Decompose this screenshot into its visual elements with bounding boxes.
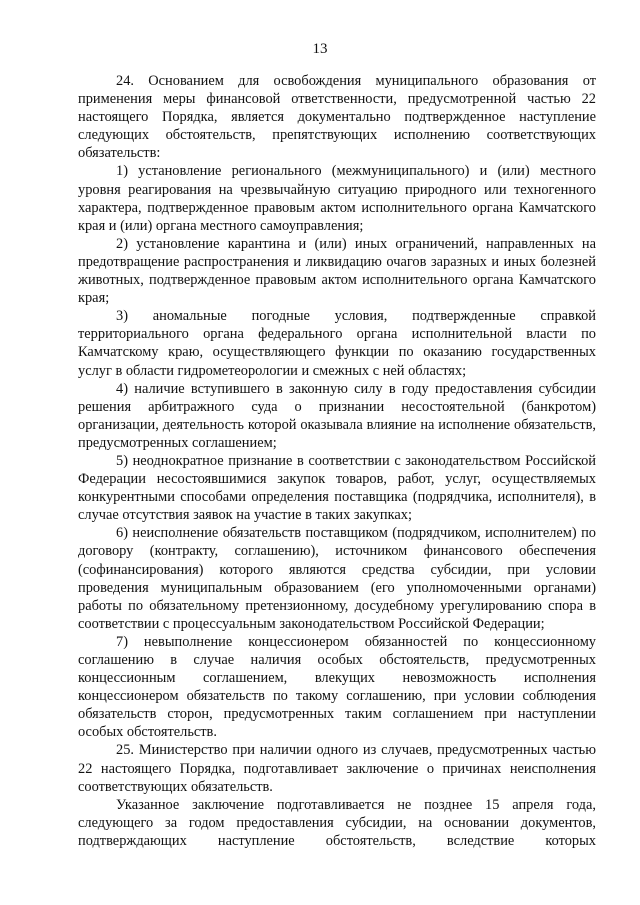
paragraph-24: 24. Основанием для освобождения муниципального образования от применения меры финансовой ответственности, предусмотренной частью 22 настоящего Порядка, является документально подтвержденное наступление следующих обстоятельств, препятствующих исполнению соответствующих обязательств:	[78, 73, 596, 162]
paragraph-conclusion: Указанное заключение подготавливается не позднее 15 апреля года, следующего за годом предоставления субсидии, на основании документов, подтверждающих наступление обстоятельств, вследствие которых	[78, 796, 596, 849]
page-number: 13	[312, 41, 328, 57]
paragraph-item-4: 4) наличие вступившего в законную силу в году предоставления субсидии решения арбитражного суда о признании несостоятельной (банкротом) организации, деятельность которой оказывала влияние на исполнение обязательств, предусмотренных соглашением;	[78, 380, 596, 451]
paragraph-25: 25. Министерство при наличии одного из случаев, предусмотренных частью 22 настоящего Порядка, подготавливает заключение о причинах неисполнения соответствующих обязательств.	[78, 742, 596, 795]
paragraph-item-2: 2) установление карантина и (или) иных ограничений, направленных на предотвращение распространения и ликвидацию очагов заразных и иных болезней животных, подтвержденное правовым актом исполнительного органа Камчатского края;	[78, 235, 596, 307]
paragraph-item-3: 3) аномальные погодные условия, подтвержденные справкой территориального органа федерального органа исполнительной власти по Камчатскому краю, осуществляющего функции по оказанию государственных услуг в области гидрометеорологии и смежных с ней областях;	[78, 308, 596, 379]
paragraph-item-1: 1) установление регионального (межмуниципального) и (или) местного уровня реагирования на чрезвычайную ситуацию природного или техногенного характера, подтвержденное правовым актом исполнительного органа Камчатского края и (или) органа местного самоуправления;	[78, 163, 596, 234]
paragraph-item-6: 6) неисполнение обязательств поставщиком (подрядчиком, исполнителем) по договору (контракту, соглашению), источником финансового обеспечения (софинансирования) которого являются средства субсидии, при условии проведения муниципальным образованием (его уполномоченными органами) работы по обязательному претензионному, досудебному урегулированию спора в соответствии с процессуальным законодательством Российской Федерации;	[78, 525, 596, 632]
paragraph-item-7: 7) невыполнение концессионером обязанностей по концессионному соглашению в случае наличия особых обстоятельств, предусмотренных концессионным соглашением, влекущих невозможность исполнения концессионером обязательств по такому соглашению, при условии соблюдения обязательств сторон, предусмотренных таким соглашением при наступлении особых обстоятельств.	[78, 633, 596, 741]
document-body	[78, 72, 596, 850]
paragraph-item-5: 5) неоднократное признание в соответствии с законодательством Российской Федерации несостоявшимися закупок товаров, работ, услуг, осуществляемых конкурентными способами определения поставщика (подрядчика, исполнителя), в случае отсутствия заявок на участие в таких закупках;	[78, 452, 596, 524]
